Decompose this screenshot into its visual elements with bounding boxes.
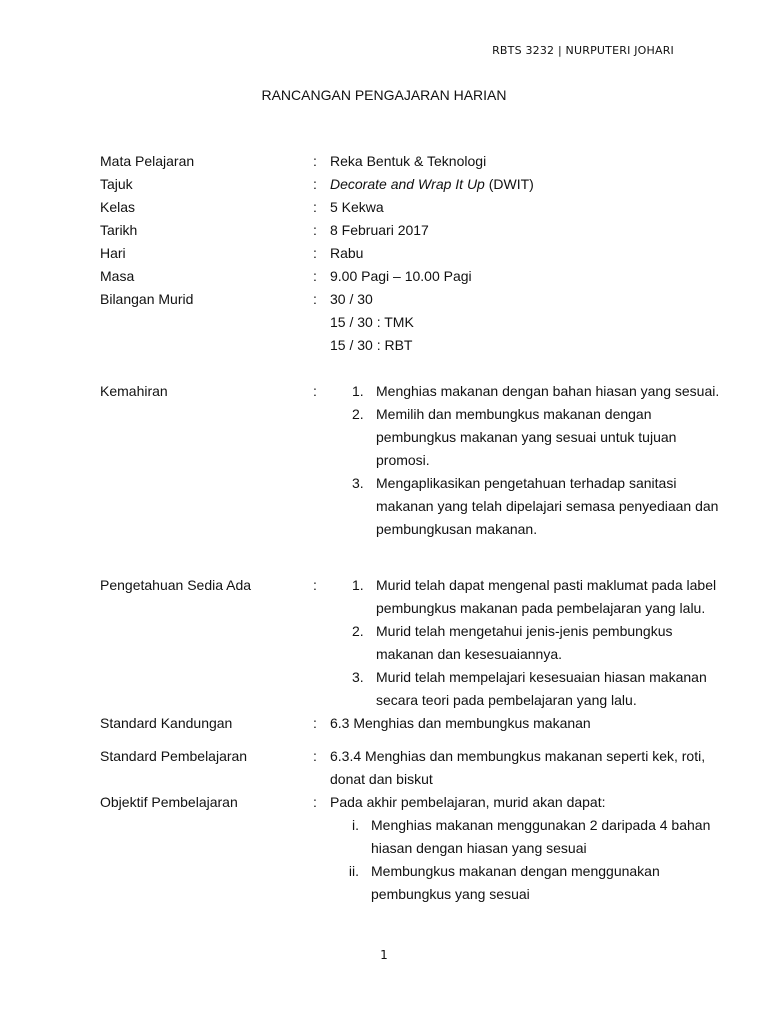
section-label: Pengetahuan Sedia Ada <box>100 577 252 593</box>
list-line: pembungkus yang sesuai <box>371 886 530 902</box>
list-number: 2. <box>352 623 364 639</box>
bilangan-line: 15 / 30 : TMK <box>330 314 414 330</box>
field-value: 5 Kekwa <box>330 199 384 215</box>
field-value: 9.00 Pagi – 10.00 Pagi <box>330 268 472 284</box>
field-colon: : <box>313 291 317 307</box>
field-colon: : <box>313 199 317 215</box>
page-title: RANCANGAN PENGAJARAN HARIAN <box>261 87 507 103</box>
pengetahuan-list <box>330 574 740 712</box>
page-header: RBTS 3232 | NURPUTERI JOHARI <box>492 44 674 57</box>
field-value <box>330 745 740 791</box>
objektif-intro: Pada akhir pembelajaran, murid akan dapat: <box>330 794 606 810</box>
list-line: Murid telah mengetahui jenis-jenis pembungkus <box>376 623 673 639</box>
objektif-body <box>330 791 740 906</box>
list-number: ii. <box>348 863 359 879</box>
list-item <box>330 860 740 906</box>
section-label: Standard Kandungan <box>100 715 233 731</box>
list-item <box>330 620 740 666</box>
field-colon: : <box>313 577 317 593</box>
list-number: 3. <box>352 669 364 685</box>
list-line: Menghias makanan menggunakan 2 daripada 4 bahan <box>371 817 711 833</box>
field-colon: : <box>313 268 317 284</box>
list-item <box>330 814 740 860</box>
field-value <box>330 173 740 196</box>
section-label: Standard Pembelajaran <box>100 748 248 764</box>
field-label: Hari <box>100 245 126 261</box>
section-label: Objektif Pembelajaran <box>100 794 238 810</box>
list-line: secara teori pada pembelajaran yang lalu. <box>376 692 637 708</box>
list-number: i. <box>352 817 359 833</box>
list-number: 1. <box>352 383 364 399</box>
list-line: hiasan dengan hiasan yang sesuai <box>371 840 587 856</box>
field-label: Tarikh <box>100 222 138 238</box>
section-label: Kemahiran <box>100 383 168 399</box>
list-item <box>330 574 740 620</box>
field-value: Reka Bentuk & Teknologi <box>330 153 487 169</box>
page-number: 1 <box>380 948 388 962</box>
field-value <box>330 288 740 357</box>
field-value: 6.3 Menghias dan membungkus makanan <box>330 715 591 731</box>
field-label: Tajuk <box>100 176 133 192</box>
field-label: Mata Pelajaran <box>100 153 195 169</box>
list-line: makanan dan kesesuaiannya. <box>376 646 563 662</box>
list-line: Membungkus makanan dengan menggunakan <box>371 863 660 879</box>
list-item <box>330 472 740 541</box>
tajuk-suffix: (DWIT) <box>484 176 534 192</box>
kemahiran-list <box>330 380 740 541</box>
field-colon: : <box>313 222 317 238</box>
list-item <box>330 380 740 403</box>
field-colon: : <box>313 245 317 261</box>
bilangan-line: 15 / 30 : RBT <box>330 337 413 353</box>
value-line: donat dan biskut <box>330 771 433 787</box>
tajuk-italic: Decorate and Wrap It Up <box>330 176 485 192</box>
field-label: Kelas <box>100 199 136 215</box>
list-item <box>330 666 740 712</box>
field-colon: : <box>313 715 317 731</box>
list-line: promosi. <box>376 452 430 468</box>
list-item <box>330 403 740 472</box>
field-colon: : <box>313 794 317 810</box>
field-label: Bilangan Murid <box>100 291 194 307</box>
field-colon: : <box>313 176 317 192</box>
value-line: 6.3.4 Menghias dan membungkus makanan seperti kek, roti, <box>330 748 706 764</box>
list-line: Murid telah dapat mengenal pasti maklumat pada label <box>376 577 717 593</box>
list-line: Mengaplikasikan pengetahuan terhadap sanitasi <box>376 475 677 491</box>
field-colon: : <box>313 383 317 399</box>
list-line: Menghias makanan dengan bahan hiasan yang sesuai. <box>376 383 720 399</box>
field-label: Masa <box>100 268 135 284</box>
field-colon: : <box>313 153 317 169</box>
list-number: 3. <box>352 475 364 491</box>
list-line: Memilih dan membungkus makanan dengan <box>376 406 652 422</box>
list-number: 2. <box>352 406 364 422</box>
field-value: 8 Februari 2017 <box>330 222 429 238</box>
field-colon: : <box>313 748 317 764</box>
list-line: Murid telah mempelajari kesesuaian hiasan makanan <box>376 669 707 685</box>
list-line: makanan yang telah dipelajari semasa penyediaan dan <box>376 498 719 514</box>
list-line: pembungkus makanan yang sesuai untuk tujuan <box>376 429 677 445</box>
list-line: pembungkusan makanan. <box>376 521 538 537</box>
list-line: pembungkus makanan pada pembelajaran yang lalu. <box>376 600 706 616</box>
bilangan-line: 30 / 30 <box>330 291 373 307</box>
field-value: Rabu <box>330 245 364 261</box>
list-number: 1. <box>352 577 364 593</box>
